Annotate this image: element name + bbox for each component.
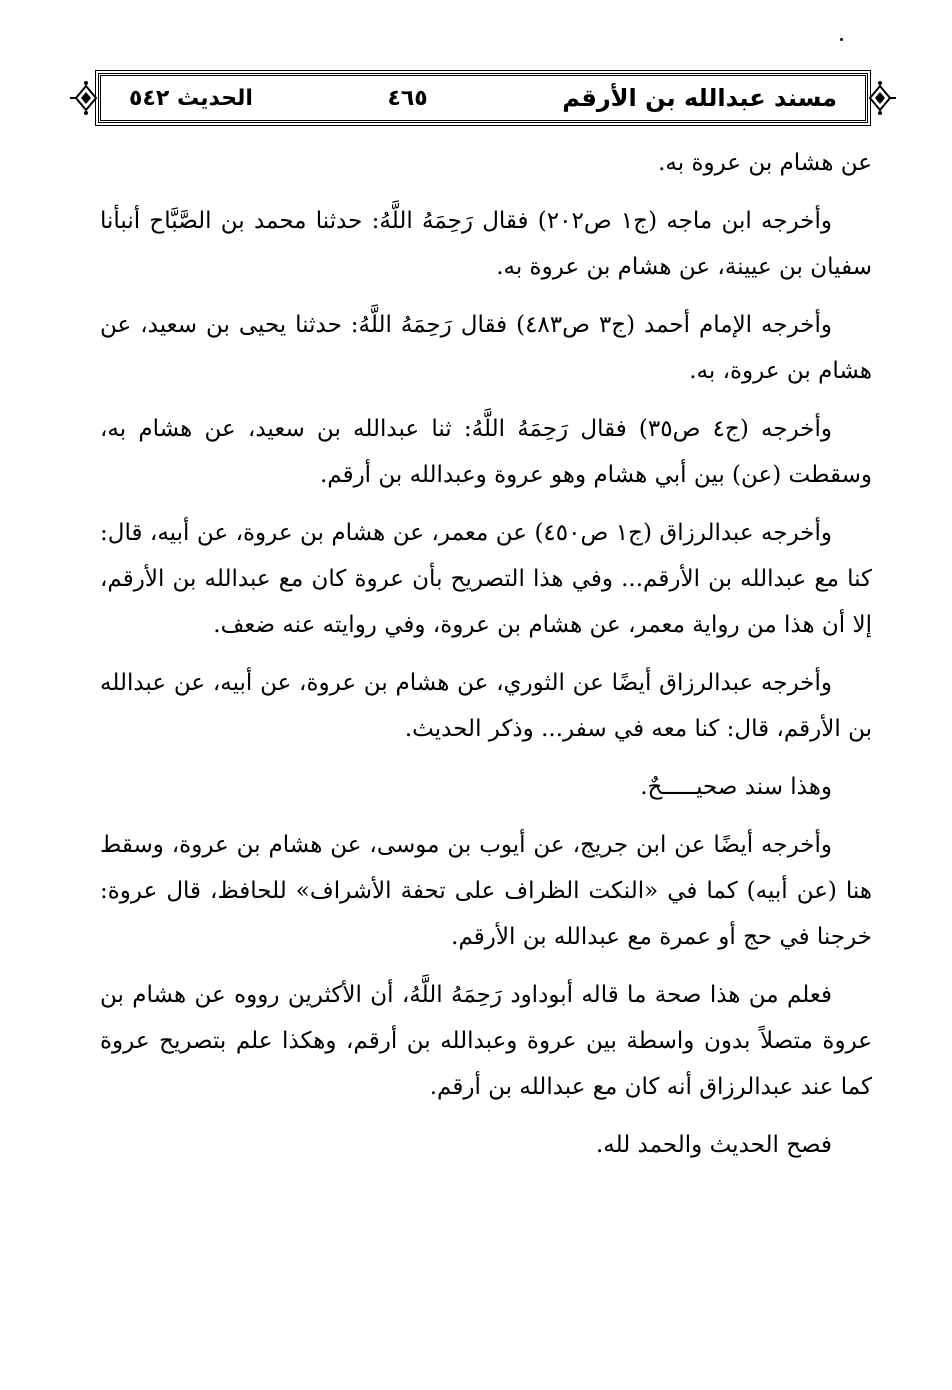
paragraph: فعلم من هذا صحة ما قاله أبوداود رَحِمَهُ اللَّهُ، أن الأكثرين رووه عن هشام بن عروة متصلاً بدون واسطة بين عروة وعبدالله بن أرقم، وهكذا علم بتصريح عروة كما عند عبدالرزاق أنه كان مع عبدالله بن أرقم. xyxy=(100,982,872,1100)
paragraph: وأخرجه الإمام أحمد (ج٣ ص٤٨٣) فقال رَحِمَهُ اللَّهُ: حدثنا يحيى بن سعيد، عن هشام بن عروة، به. xyxy=(100,312,872,384)
header-title: مسند عبدالله بن الأرقم xyxy=(562,84,837,112)
page-mark xyxy=(840,38,843,41)
main-text xyxy=(100,140,872,1180)
hadith-number: الحديث ٥٤٢ xyxy=(129,85,253,111)
paragraph: وأخرجه (ج٤ ص٣٥) فقال رَحِمَهُ اللَّهُ: ثنا عبدالله بن سعيد، عن هشام به، وسقطت (عن) بين أبي هشام وهو عروة وعبدالله بن أرقم. xyxy=(100,416,872,488)
paragraph: عن هشام بن عروة به. xyxy=(658,150,872,176)
ornament-left-icon xyxy=(68,80,100,116)
paragraph: وأخرجه عبدالرزاق أيضًا عن الثوري، عن هشام بن عروة، عن أبيه، عن عبدالله بن الأرقم، قال: كنا معه في سفر... وذكر الحديث. xyxy=(100,670,872,742)
paragraph: وأخرجه أيضًا عن ابن جريج، عن أيوب بن موسى، عن هشام بن عروة، وسقط هنا (عن أبيه) كما في «النكت الظراف على تحفة الأشراف» للحافظ، قال عروة: خرجنا في حج أو عمرة مع عبدالله بن الأرقم. xyxy=(100,832,872,950)
ornament-right-icon xyxy=(866,80,898,116)
paragraph: وهذا سند صحيـــــحٌ. xyxy=(640,774,832,800)
paragraph: وأخرجه ابن ماجه (ج١ ص٢٠٢) فقال رَحِمَهُ اللَّهُ: حدثنا محمد بن الصَّبَّاح أنبأنا سفيان بن عيينة، عن هشام بن عروة به. xyxy=(100,208,872,280)
page-number: ٤٦٥ xyxy=(387,85,428,111)
paragraph: فصح الحديث والحمد لله. xyxy=(595,1132,832,1158)
paragraph: وأخرجه عبدالرزاق (ج١ ص٤٥٠) عن معمر، عن هشام بن عروة، عن أبيه، قال: كنا مع عبدالله بن الأرقم... وفي هذا التصريح بأن عروة كان مع عبدالله بن الأرقم، إلا أن هذا من رواية معمر، عن هشام بن عروة، وفي روايته عنه ضعف. xyxy=(100,520,872,638)
running-header xyxy=(98,73,868,123)
